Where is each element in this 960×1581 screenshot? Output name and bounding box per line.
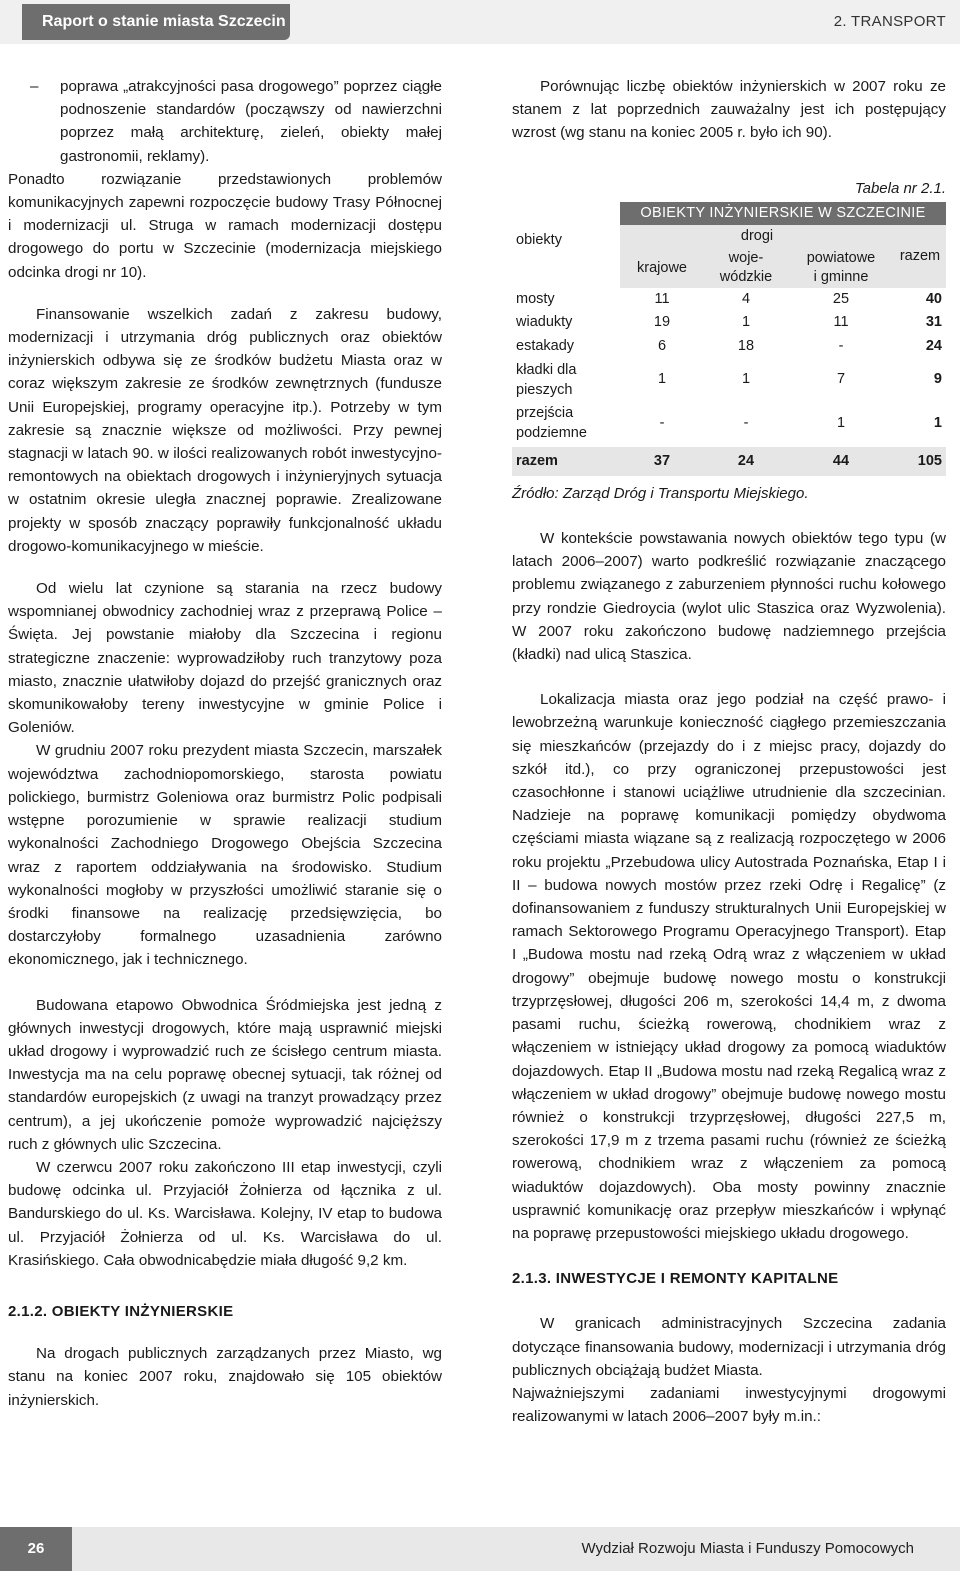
page-header [0, 0, 960, 44]
cell-powiatowe: 44 [788, 446, 894, 476]
paragraph: W granicach administracyjnych Szczecina zadania dotyczące finansowania budowy, modernizacji i utrzymania dróg publicznych obciążają budżet Miasta. [512, 1315, 946, 1379]
cell-razem: 40 [925, 291, 942, 308]
dash-marker: – [30, 78, 39, 95]
department-name: Wydział Rozwoju Miasta i Funduszy Pomocowych [581, 1540, 914, 1557]
cell-krajowe: 11 [654, 291, 670, 308]
col-header-razem: razem [894, 225, 946, 288]
table-source: Źródło: Zarząd Dróg i Transportu Miejskiego. [512, 484, 809, 502]
cell-razem: 24 [925, 337, 942, 354]
cell-powiatowe: 11 [833, 314, 849, 331]
section-heading: 2.1.2. OBIEKTY INŻYNIERSKIE [8, 1302, 234, 1320]
table-row [512, 288, 946, 311]
cell-krajowe: 37 [620, 446, 704, 476]
table-total-row [512, 446, 946, 476]
cell-krajowe: 19 [653, 314, 671, 331]
table-row [512, 358, 946, 402]
table-row [512, 402, 946, 446]
paragraph: W grudniu 2007 roku prezydent miasta Szczecin, marszałek województwa zachodniopomorskiego, starosta powiatu polickiego, burmistrz Goleniowa oraz burmistrz Polic podpisali wstępne porozumienie w sprawie realizacji studium wykonalności Zachodniego Drogowego Obejścia Szczecina wraz z raportem oddziaływania na środowisko. Studium wykonalności mogłoby w przyszłości umożliwić staranie się o środki finansowe na realizację przedsięwzięcia, bo dostarczyłoby formalnego uzasadnienia zarówno ekonomicznego, jak i technicznego. [8, 742, 442, 969]
right-column [512, 75, 946, 1428]
table-row [512, 311, 946, 334]
paragraph: W kontekście powstawania nowych obiektów tego typu (w latach 2006–2007) warto podkreślić rozwiązanie znaczącego problemu związanego z zaburzeniem płynności ruchu kołowego przy rondzie Giedroycia (wylot ulic Staszica oraz Wyzwolenia). W 2007 roku zakończono budowę nadziemnego przejścia (kładki) nad ulicą Staszica. [512, 530, 946, 664]
row-label: razem [512, 446, 620, 476]
paragraph: W czerwcu 2007 roku zakończono III etap inwestycji, czyli budowę odcinka ul. Przyjaciół Żołnierza od łącznika z ul. Bandurskiego do ul. Ks. Warcisława. Kolejny, IV etap to budowa ul. Przyjaciół Żołnierza od ul. Ks. Warcisława do ul. Krasińskiego. Cała obwodnicabędzie miała długość 9,2 km. [8, 1158, 442, 1269]
col-header-wojewodzkie: woje- wódzkie [704, 248, 788, 288]
bullet-text: poprawa „atrakcyjności pasa drogowego” poprzez ciągłe podnoszenie standardów (począwszy od nawierzchni poprzez małą architekturę, zieleń, obiekty małej gastronomii, reklamy). [60, 78, 442, 165]
paragraph: Najważniejszymi zadaniami inwestycyjnymi drogowymi realizowanymi w latach 2006–2007 były m.in.: [512, 1384, 946, 1426]
left-column [8, 75, 442, 1412]
cell-razem: 1 [933, 414, 942, 431]
row-label: przejścia podziemne [516, 405, 587, 442]
cell-krajowe: 1 [657, 371, 667, 388]
cell-powiatowe: 1 [836, 414, 846, 431]
table-row [512, 335, 946, 358]
col-header-powiatowe: powiatowe i gminne [788, 248, 894, 288]
cell-razem: 105 [894, 446, 946, 476]
cell-wojewodzkie: 1 [741, 314, 751, 331]
cell-wojewodzkie: 4 [741, 291, 751, 308]
chapter-label: 2. TRANSPORT [833, 13, 946, 30]
page-footer [0, 1527, 960, 1571]
engineering-objects-table [512, 202, 946, 476]
report-title: Raport o stanie miasta Szczecin [22, 4, 290, 40]
row-label: wiadukty [516, 314, 573, 331]
cell-wojewodzkie: 18 [737, 337, 755, 354]
row-label: kładki dla pieszych [516, 361, 577, 398]
cell-krajowe: 6 [657, 337, 667, 354]
paragraph: Budowana etapowo Obwodnica Śródmiejska jest jedną z głównych inwestycji drogowych, które mają usprawnić miejski układ drogowy i wyprowadzić ruch ze ścisłego centrum miasta. Inwestycja ma na celu poprawę obecnej sytuacji, tak różnej od standardów europejskich (z uwagi na tranzyt prowadzący przez centrum), a jej ukończenie pomoże wyprowadzić najcięższy ruch z głównych ulic Szczecina. [8, 996, 442, 1153]
cell-krajowe: - [659, 414, 665, 431]
bullet-item [8, 75, 442, 168]
cell-wojewodzkie: - [743, 414, 749, 431]
cell-wojewodzkie: 24 [704, 446, 788, 476]
section-heading: 2.1.3. INWESTYCJE I REMONTY KAPITALNE [512, 1270, 839, 1288]
page-number: 26 [0, 1527, 72, 1571]
table-title: OBIEKTY INŻYNIERSKIE W SZCZECINIE [620, 202, 946, 225]
table-caption: Tabela nr 2.1. [854, 179, 946, 197]
col-header-obiekty: obiekty [516, 232, 562, 249]
paragraph: Od wielu lat czynione są starania na rzecz budowy wspomnianej obwodnicy zachodniej wraz z przeprawą Police – Święta. Jej powstanie miałoby dla Szczecina i regionu strategiczne znaczenie: wyprowadziłoby ruch tranzytowy poza miasto, znacznie ułatwiłoby dojazd do przejść granicznych oraz skomunikowałoby tereny inwestycyjne w gminie Police i Goleniów. [8, 580, 442, 737]
paragraph: Finansowanie wszelkich zadań z zakresu budowy, modernizacji i utrzymania dróg publicznych oraz obiektów inżynierskich odbywa się ze środków budżetu Miasta oraz w coraz większym zakresie ze środków zewnętrznych (fundusze Unii Europejskiej, programy operacyjne itp.). Potrzeby w tym zakresie są znacznie większe od możliwości. Przy pewnej stagnacji w latach 90. w ilości realizowanych robót inwestycyjno-remontowych na obiektach drogowych i inżynieryjnych sytuacja w ostatnim okresie uległa znacznej poprawie. Zrealizowane projekty w sposób znaczący poprawiły funkcjonalność układu drogowo-komunikacyjnego w mieście. [8, 305, 442, 555]
cell-powiatowe: 7 [836, 371, 846, 388]
paragraph: Na drogach publicznych zarządzanych przez Miasto, wg stanu na koniec 2007 roku, znajdowało się 105 obiektów inżynierskich. [8, 1345, 442, 1409]
cell-wojewodzkie: 1 [741, 371, 751, 388]
paragraph: Ponadto rozwiązanie przedstawionych problemów komunikacyjnych zapewni rozpoczęcie budowy Trasy Północnej i modernizacji ul. Struga w ramach modernizacji dostępu drogowego do portu w Szczecinie (modernizacja miejskiego odcinka drogi nr 10). [8, 170, 442, 281]
col-header-drogi: drogi [620, 225, 894, 248]
paragraph: Porównując liczbę obiektów inżynierskich w 2007 roku ze stanem z lat poprzednich zauważalny jest ich postępujący wzrost (wg stanu na koniec 2005 r. było ich 90). [512, 78, 946, 142]
col-header-krajowe: krajowe [620, 248, 704, 288]
cell-razem: 9 [933, 371, 942, 388]
row-label: estakady [516, 337, 575, 354]
row-label: mosty [516, 291, 555, 308]
cell-razem: 31 [925, 314, 942, 331]
cell-powiatowe: 25 [832, 291, 850, 308]
paragraph: Lokalizacja miasta oraz jego podział na część prawo- i lewobrzeżną warunkuje konieczność ciągłego przemieszczania się mieszkańców (przejazdy do i z miejsc pracy, dojazdy do szkół itd.), co przy ograniczonej przepustowości jest czasochłonne i stanowi uciążliwe utrudnienie dla szczecinian. Nadzieje na poprawę komunikacji pomiędzy obydwoma częściami miasta wiązane są z realizacją rozpoczętego w 2006 roku projektu „Przebudowa ulicy Autostrada Poznańska, Etap I i II – budowa nowych mostów przez rzeki Odrę i Regalicę” (z dofinansowaniem z funduszy strukturalnych Unii Europejskiej w ramach Sektorowego Programu Operacyjnego Transport). Etap I „Budowa mostu nad rzeką Odrą wraz z włączeniem w układ drogowy” obejmuje budowę nowego mostu o konstrukcji trzyprzęsłowej, długości 206 m, szerokości 14,4 m, z dwoma pasami ruchu, ścieżką rowerową, chodnikiem wraz z włączeniem w istniejący układ drogowy za pomocą wiaduktów dojazdowych. Etap II „Budowa mostu nad rzeką Regalicą wraz z włączeniem w układ drogowy” obejmuje budowę nowego mostu również o konstrukcji trzyprzęsłowej, długości 227,5 m, szerokości 17,9 m z trzema pasami ruchu (również ze ścieżką rowerową, chodnikiem wraz z włączeniem za pomocą wiaduktów dojazdowych). Oba mosty powinny znacznie usprawnić komunikację oraz przepływ mieszkańców i wpłynąć na poprawę przepustowości miejskiego układu drogowego. [512, 691, 946, 1242]
cell-powiatowe: - [838, 337, 844, 354]
